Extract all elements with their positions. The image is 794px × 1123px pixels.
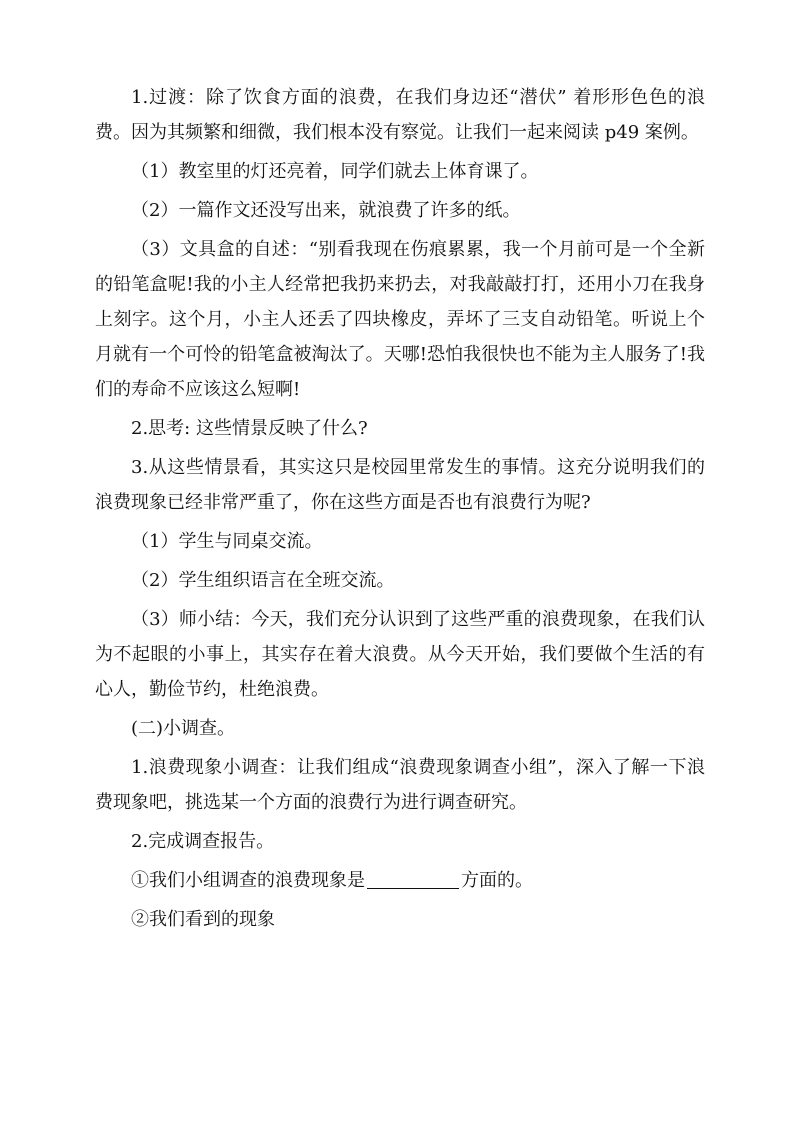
paragraph-survey: 1.浪费现象小调查：让我们组成“浪费现象调查小组”，深入了解一下浪费现象吧，挑选某一个方面的浪费行为进行调查研究。 [95, 757, 705, 813]
paragraph-observed: ②我们看到的现象 [131, 909, 275, 930]
fill-in-line [95, 863, 705, 898]
fill-in-suffix: 方面的。 [461, 870, 533, 891]
fill-in-prefix: ①我们小组调查的浪费现象是 [131, 870, 365, 891]
paragraph-situation: 3.从这些情景看，其实这只是校园里常发生的事情。这充分说明我们的浪费现象已经非常严重了，你在这些方面是否也有浪费行为呢? [95, 457, 705, 513]
section-heading-survey: (二)小调查。 [131, 718, 236, 739]
paragraph-report: 2.完成调查报告。 [131, 831, 275, 852]
paragraph-step-2: （2）学生组织语言在全班交流。 [131, 570, 395, 591]
paragraph-transition: 1.过渡：除了饮食方面的浪费，在我们身边还“潜伏” 着形形色色的浪费。因为其频繁和细微，我们根本没有察觉。让我们一起来阅读 p49 案例。 [95, 87, 705, 143]
fill-in-blank[interactable] [367, 870, 459, 889]
document-body [95, 80, 705, 937]
paragraph-case-2: （2）一篇作文还没写出来，就浪费了许多的纸。 [131, 200, 521, 221]
paragraph-step-1: （1）学生与同桌交流。 [131, 531, 323, 552]
paragraph-case-3: （3）文具盒的自述：“别看我现在伤痕累累，我一个月前可是一个全新的铅笔盒呢!我的小主人经常把我扔来扔去，对我敲敲打打，还用小刀在我身上刻字。这个月，小主人还丢了四块橡皮，弄坏了三支自动铅笔。听说上个月就有一个可怜的铅笔盒被淘汰了。天哪!恐怕我很快也不能为主人服务了!我们的寿命不应该这么短啊! [95, 239, 705, 400]
paragraph-case-1: （1）教室里的灯还亮着，同学们就去上体育课了。 [131, 161, 539, 182]
paragraph-summary: （3）师小结：今天，我们充分认识到了这些严重的浪费现象，在我们认为不起眼的小事上，其实存在着大浪费。从今天开始，我们要做个生活的有心人，勤俭节约，杜绝浪费。 [95, 609, 705, 700]
paragraph-think: 2.思考: 这些情景反映了什么? [131, 418, 368, 439]
